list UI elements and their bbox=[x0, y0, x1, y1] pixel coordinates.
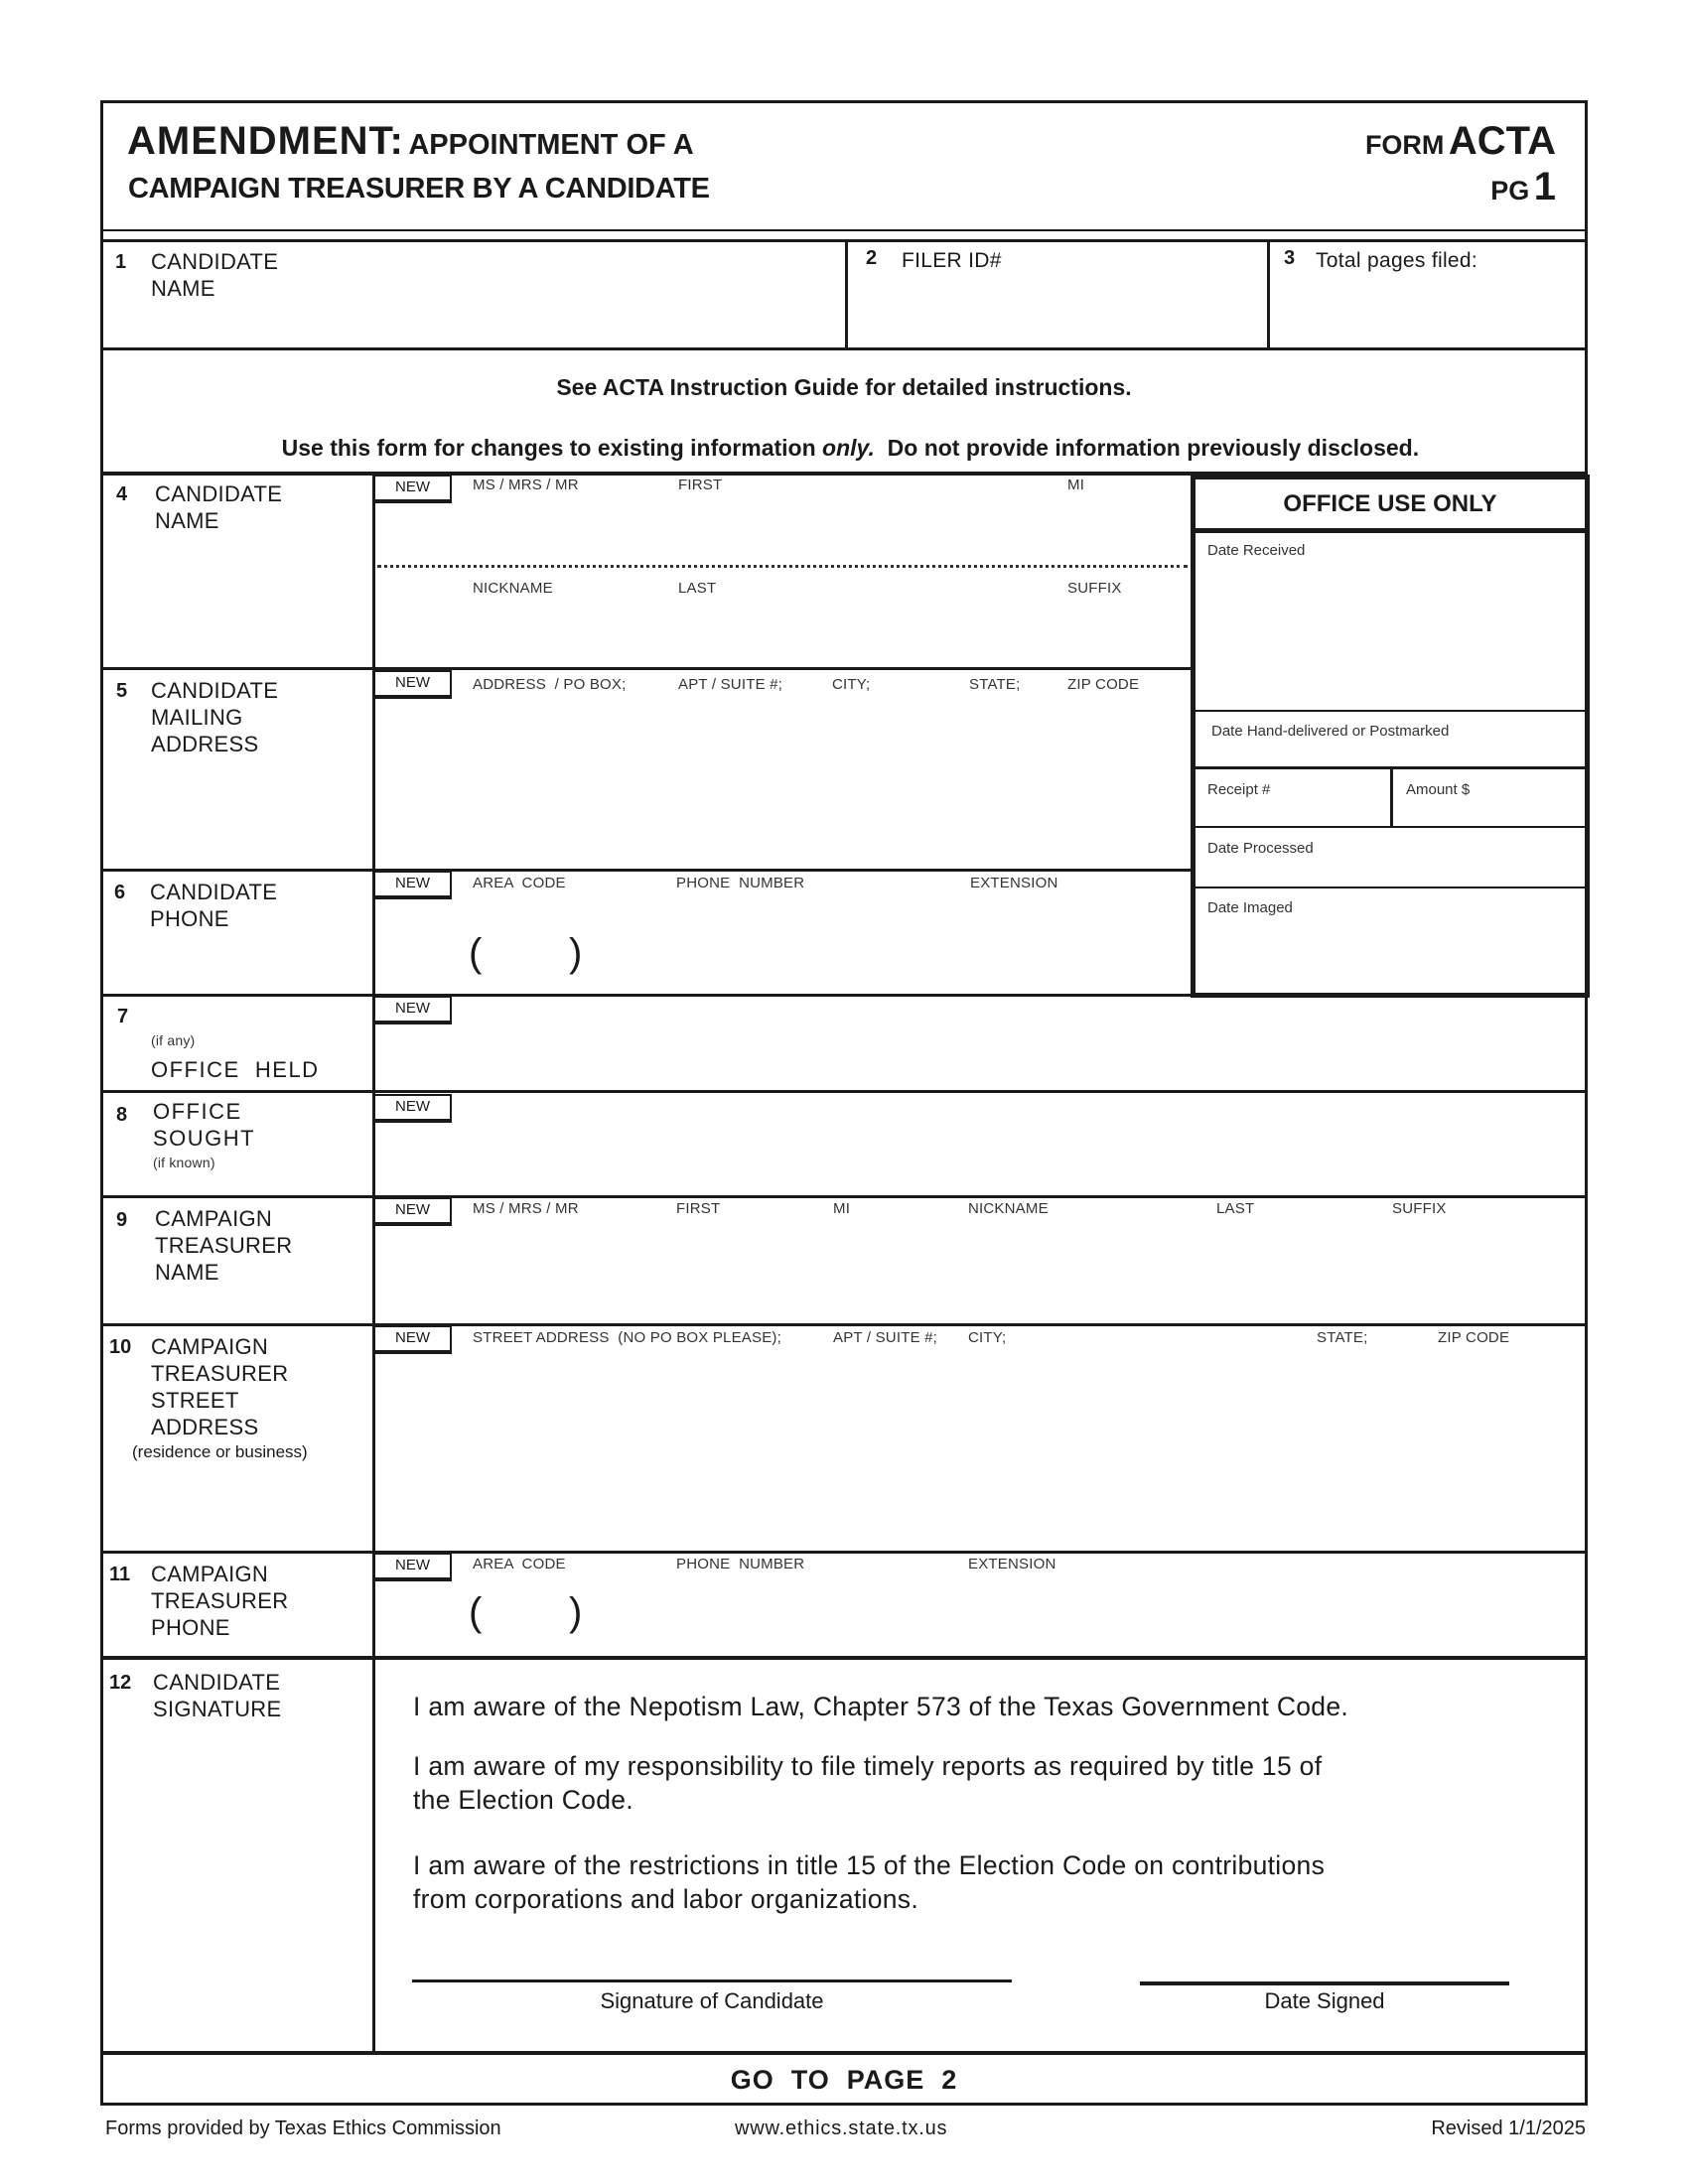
office-use-title: OFFICE USE ONLY bbox=[1283, 490, 1497, 517]
field-label: MS / MRS / MR bbox=[473, 1200, 579, 1217]
form-title-line2: CAMPAIGN TREASURER BY A CANDIDATE bbox=[128, 173, 710, 205]
field-label: SUFFIX bbox=[1392, 1200, 1447, 1217]
divider bbox=[1390, 767, 1393, 827]
form-prefix: FORM bbox=[1364, 130, 1445, 160]
field-1-number: 1 bbox=[115, 251, 127, 273]
label-line: PHONE bbox=[150, 906, 229, 931]
row-11-label bbox=[151, 1561, 288, 1641]
statement-nepotism: I am aware of the Nepotism Law, Chapter 573 of the Texas Government Code. bbox=[413, 1692, 1349, 1721]
field-label: CITY; bbox=[832, 676, 871, 693]
new-checkbox-6[interactable]: NEW bbox=[373, 871, 452, 899]
field-5-mailing-address-input[interactable] bbox=[375, 670, 1190, 869]
divider bbox=[100, 1656, 1588, 1660]
row-5-number: 5 bbox=[116, 680, 128, 702]
field-label: NICKNAME bbox=[473, 580, 553, 597]
label-line: ADDRESS bbox=[151, 1415, 259, 1439]
field-label: MI bbox=[833, 1200, 851, 1217]
divider bbox=[1191, 887, 1590, 888]
field-label: AREA CODE bbox=[473, 875, 566, 891]
go-to-page-2: GO TO PAGE 2 bbox=[730, 2065, 958, 2095]
label-line: SOUGHT bbox=[153, 1126, 256, 1151]
field-label: STATE; bbox=[1317, 1329, 1368, 1346]
field-label: ADDRESS / PO BOX; bbox=[473, 676, 627, 693]
row-4-label bbox=[155, 480, 282, 534]
field-label: NICKNAME bbox=[968, 1200, 1049, 1217]
instr-text: Use this form for changes to existing information bbox=[281, 435, 823, 461]
label-line: STREET bbox=[151, 1388, 239, 1413]
statement-restrictions-line2: from corporations and labor organizations. bbox=[413, 1884, 919, 1914]
instructions-line-2 bbox=[100, 408, 1588, 462]
label-line: NAME bbox=[151, 276, 215, 301]
label-line: TREASURER bbox=[155, 1233, 293, 1258]
footer-url[interactable]: www.ethics.state.tx.us bbox=[735, 2117, 948, 2139]
new-checkbox-4[interactable]: NEW bbox=[373, 475, 452, 503]
label-line: CANDIDATE bbox=[151, 249, 279, 274]
office-date-received: Date Received bbox=[1207, 542, 1306, 559]
field-4-candidate-name-input[interactable] bbox=[375, 476, 1190, 667]
instr-text: Do not provide information previously disclosed. bbox=[874, 435, 1420, 461]
label-line: CAMPAIGN bbox=[151, 1562, 269, 1586]
office-receipt: Receipt # bbox=[1207, 781, 1271, 798]
form-code bbox=[1365, 119, 1556, 164]
field-label: FIRST bbox=[678, 477, 723, 493]
divider bbox=[1191, 710, 1590, 712]
row-9-label bbox=[155, 1205, 292, 1286]
new-checkbox-5[interactable]: NEW bbox=[373, 670, 452, 699]
label-line: OFFICE bbox=[153, 1099, 242, 1124]
page-prefix: PG bbox=[1490, 176, 1530, 205]
field-8-office-sought-input[interactable] bbox=[375, 1093, 1586, 1195]
field-label: ZIP CODE bbox=[1438, 1329, 1510, 1346]
statement-restrictions-line1: I am aware of the restrictions in title 15 of the Election Code on contributions bbox=[413, 1850, 1326, 1880]
new-checkbox-11[interactable]: NEW bbox=[373, 1553, 452, 1581]
office-date-processed: Date Processed bbox=[1207, 840, 1314, 857]
row-8-note: (if known) bbox=[153, 1155, 215, 1170]
field-label: LAST bbox=[678, 580, 717, 597]
row-8-label bbox=[153, 1098, 255, 1152]
row-7-number: 7 bbox=[117, 1006, 129, 1027]
label-line: NAME bbox=[155, 1260, 219, 1285]
label-line: TREASURER bbox=[151, 1361, 289, 1386]
label-line: NAME bbox=[155, 508, 219, 533]
field-1-label bbox=[151, 248, 278, 302]
label-line: CANDIDATE bbox=[153, 1670, 281, 1695]
new-checkbox-9[interactable]: NEW bbox=[373, 1197, 452, 1226]
row-8-number: 8 bbox=[116, 1104, 128, 1126]
page-indicator bbox=[1490, 165, 1556, 209]
label-line: OFFICE HELD bbox=[151, 1057, 320, 1082]
statement-reports-line2: the Election Code. bbox=[413, 1785, 633, 1815]
date-signed-label: Date Signed bbox=[1264, 1988, 1385, 2013]
label-line: PHONE bbox=[151, 1615, 230, 1640]
row-6-label bbox=[150, 879, 277, 932]
statement-reports-line1: I am aware of my responsibility to file timely reports as required by title 15 of bbox=[413, 1751, 1323, 1781]
row-10-label bbox=[151, 1333, 288, 1440]
divider bbox=[1191, 826, 1590, 828]
field-label: ZIP CODE bbox=[1067, 676, 1140, 693]
page-number: 1 bbox=[1533, 165, 1556, 208]
field-label: APT / SUITE #; bbox=[833, 1329, 938, 1346]
label-line: CANDIDATE bbox=[155, 481, 283, 506]
instr-emphasis: only. bbox=[822, 435, 875, 461]
row-12-label bbox=[153, 1669, 281, 1722]
row-10-note: (residence or business) bbox=[132, 1442, 308, 1461]
footer-provider: Forms provided by Texas Ethics Commission bbox=[105, 2117, 501, 2139]
title-line1-rest: APPOINTMENT OF A bbox=[408, 129, 694, 161]
row-7-label bbox=[151, 1003, 320, 1110]
divider bbox=[1191, 528, 1590, 533]
label-line: SIGNATURE bbox=[153, 1697, 282, 1721]
form-title bbox=[127, 119, 694, 164]
new-checkbox-7[interactable]: NEW bbox=[373, 996, 452, 1024]
form-code-value: ACTA bbox=[1448, 119, 1556, 163]
field-10-treasurer-address-input[interactable] bbox=[375, 1326, 1586, 1551]
dotted-separator bbox=[377, 565, 1188, 568]
row-10-number: 10 bbox=[109, 1336, 132, 1358]
instructions-line-1: See ACTA Instruction Guide for detailed instructions. bbox=[556, 374, 1132, 400]
field-label: PHONE NUMBER bbox=[676, 1556, 805, 1572]
field-2-number: 2 bbox=[866, 247, 878, 269]
area-code-close-paren: ) bbox=[569, 931, 583, 975]
footer-revised: Revised 1/1/2025 bbox=[1431, 2117, 1586, 2139]
row-11-number: 11 bbox=[109, 1564, 131, 1585]
new-checkbox-8[interactable]: NEW bbox=[373, 1094, 452, 1123]
divider bbox=[100, 347, 1588, 350]
field-label: FIRST bbox=[676, 1200, 721, 1217]
signature-line[interactable] bbox=[412, 1964, 1012, 1982]
label-line: TREASURER bbox=[151, 1588, 289, 1613]
field-label: AREA CODE bbox=[473, 1556, 566, 1572]
field-label: PHONE NUMBER bbox=[676, 875, 805, 891]
label-line: CAMPAIGN bbox=[151, 1334, 269, 1359]
row-5-label bbox=[151, 677, 278, 757]
title-bold: AMENDMENT: bbox=[127, 119, 404, 163]
field-label: APT / SUITE #; bbox=[678, 676, 783, 693]
field-label: MS / MRS / MR bbox=[473, 477, 579, 493]
label-line: MAILING bbox=[151, 705, 243, 730]
divider bbox=[100, 2051, 1588, 2055]
label-line: CAMPAIGN bbox=[155, 1206, 273, 1231]
date-signed-line[interactable] bbox=[1140, 1966, 1509, 1985]
row-6-number: 6 bbox=[114, 882, 126, 903]
area-code-open-paren: ( bbox=[469, 931, 483, 975]
field-label: LAST bbox=[1216, 1200, 1255, 1217]
area-code-close-paren: ) bbox=[569, 1590, 583, 1634]
office-date-imaged: Date Imaged bbox=[1207, 899, 1293, 916]
field-7-office-held-input[interactable] bbox=[375, 997, 1586, 1090]
field-3-number: 3 bbox=[1284, 247, 1296, 269]
new-checkbox-10[interactable]: NEW bbox=[373, 1325, 452, 1354]
field-label: EXTENSION bbox=[970, 875, 1058, 891]
label-line: ADDRESS bbox=[151, 732, 259, 756]
row-9-number: 9 bbox=[116, 1209, 128, 1231]
field-label: STATE; bbox=[969, 676, 1021, 693]
row-7-note: (if any) bbox=[151, 1032, 196, 1048]
field-label: STREET ADDRESS (NO PO BOX PLEASE); bbox=[473, 1329, 781, 1346]
area-code-open-paren: ( bbox=[469, 1590, 483, 1634]
office-date-hand-delivered: Date Hand-delivered or Postmarked bbox=[1211, 723, 1450, 740]
field-label: SUFFIX bbox=[1067, 580, 1122, 597]
field-3-label: Total pages filed: bbox=[1316, 249, 1478, 272]
header-divider-1 bbox=[100, 229, 1588, 231]
label-line: CANDIDATE bbox=[151, 678, 279, 703]
label-line: CANDIDATE bbox=[150, 880, 278, 904]
field-label: MI bbox=[1067, 477, 1085, 493]
office-amount: Amount $ bbox=[1406, 781, 1471, 798]
field-label: EXTENSION bbox=[968, 1556, 1056, 1572]
field-label: CITY; bbox=[968, 1329, 1007, 1346]
signature-label: Signature of Candidate bbox=[600, 1988, 824, 2013]
row-12-number: 12 bbox=[109, 1672, 132, 1694]
field-2-label: FILER ID# bbox=[902, 249, 1002, 272]
row-4-number: 4 bbox=[116, 483, 128, 505]
